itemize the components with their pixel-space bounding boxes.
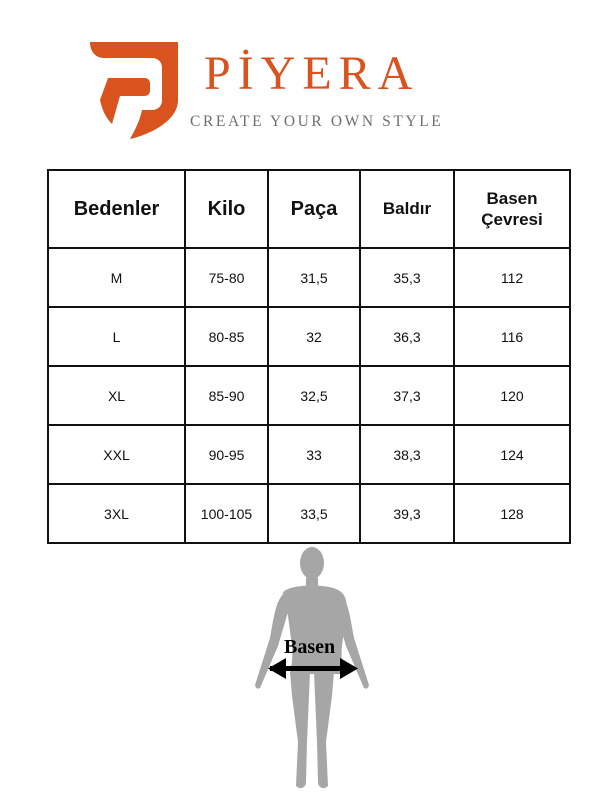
cell-basen: 120 [454, 366, 570, 425]
cell-baldir: 38,3 [360, 425, 454, 484]
table-header-row [48, 170, 570, 248]
cell-size: L [48, 307, 185, 366]
cell-kilo: 90-95 [185, 425, 268, 484]
cell-paca: 32 [268, 307, 360, 366]
header-paca: Paça [268, 170, 360, 248]
cell-basen: 128 [454, 484, 570, 543]
table-row [48, 425, 570, 484]
header-baldir: Baldır [360, 170, 454, 248]
brand-name: PİYERA [204, 47, 420, 100]
table-row [48, 484, 570, 543]
cell-size: M [48, 248, 185, 307]
cell-size: 3XL [48, 484, 185, 543]
cell-paca: 32,5 [268, 366, 360, 425]
cell-paca: 33,5 [268, 484, 360, 543]
cell-kilo: 100-105 [185, 484, 268, 543]
basen-label: Basen [284, 636, 336, 658]
brand-header [86, 38, 526, 142]
cell-size: XL [48, 366, 185, 425]
cell-baldir: 39,3 [360, 484, 454, 543]
cell-paca: 31,5 [268, 248, 360, 307]
cell-basen: 112 [454, 248, 570, 307]
cell-basen: 124 [454, 425, 570, 484]
table-row [48, 307, 570, 366]
cell-paca: 33 [268, 425, 360, 484]
header-bedenler: Bedenler [48, 170, 185, 248]
cell-kilo: 75-80 [185, 248, 268, 307]
size-chart-table [47, 169, 571, 544]
cell-kilo: 85-90 [185, 366, 268, 425]
body-silhouette-icon [246, 546, 378, 794]
table-row [48, 248, 570, 307]
table-row [48, 366, 570, 425]
cell-baldir: 35,3 [360, 248, 454, 307]
header-basen-cevresi: Basen Çevresi [454, 170, 570, 248]
brand-logo-icon [86, 38, 182, 140]
cell-baldir: 37,3 [360, 366, 454, 425]
brand-tagline: CREATE YOUR OWN STYLE [190, 113, 444, 130]
cell-kilo: 80-85 [185, 307, 268, 366]
header-kilo: Kilo [185, 170, 268, 248]
cell-baldir: 36,3 [360, 307, 454, 366]
cell-basen: 116 [454, 307, 570, 366]
cell-size: XXL [48, 425, 185, 484]
